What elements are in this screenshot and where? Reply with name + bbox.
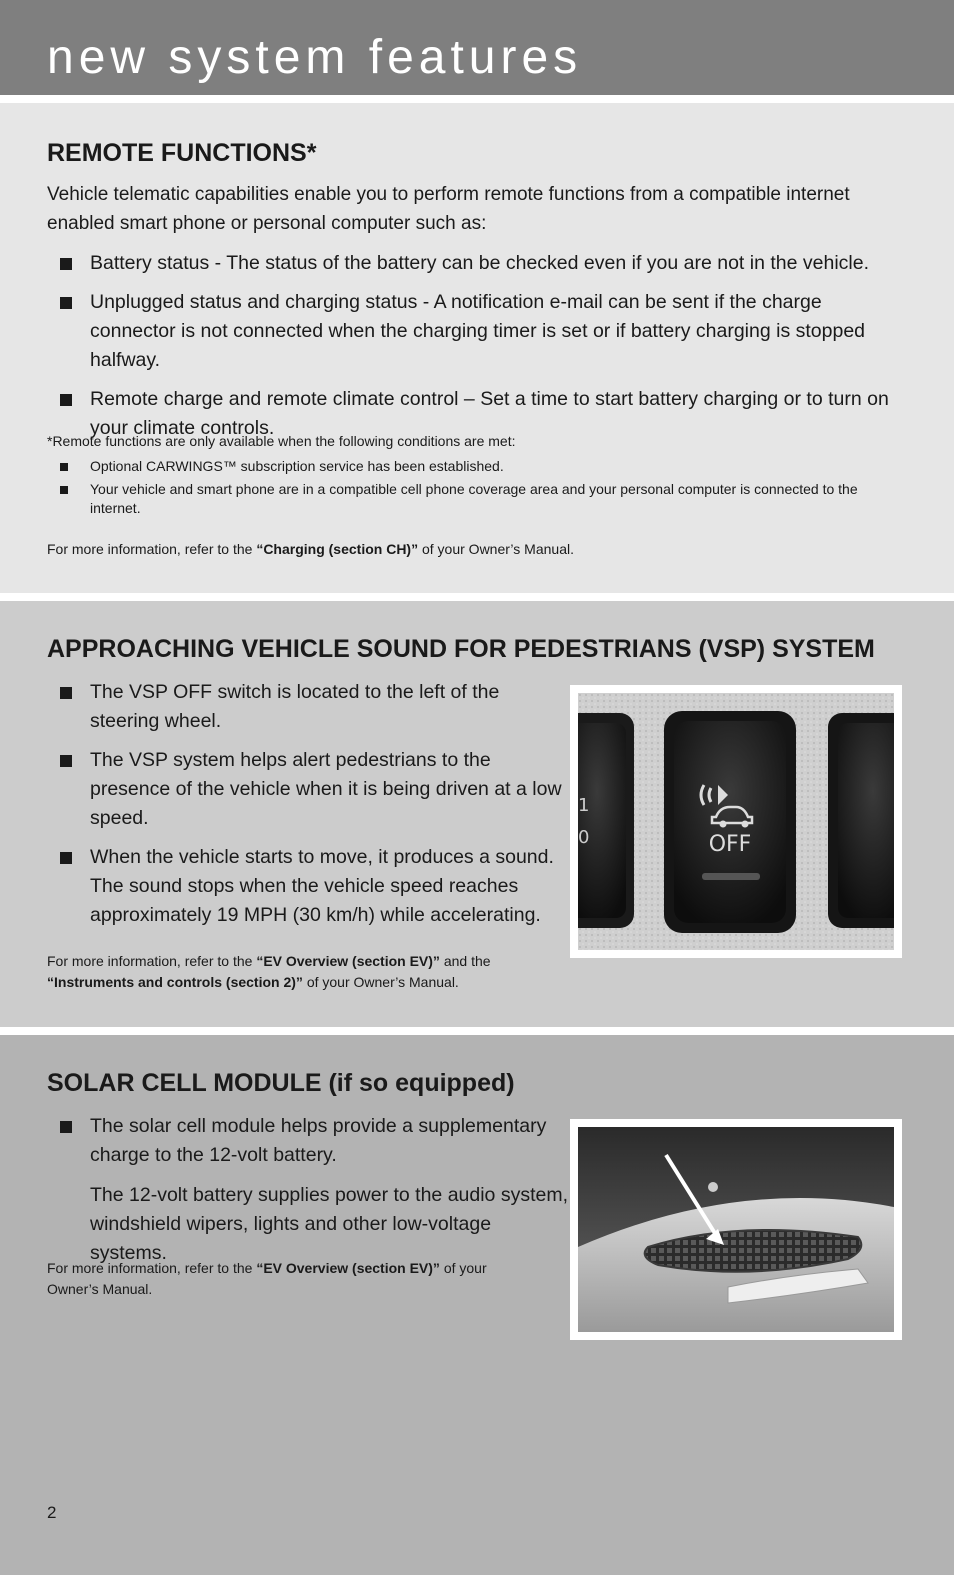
bullet-square-icon (60, 463, 68, 471)
solar-cell-image (578, 1127, 894, 1332)
bullet-square-icon (60, 258, 72, 270)
solar-bullet-list (60, 1112, 570, 1180)
list-item: The VSP OFF switch is located to the left of the steering wheel. (60, 678, 570, 736)
list-item: Battery status - The status of the battery can be checked even if you are not in the vehicle. (60, 249, 910, 278)
page-title: new system features (47, 31, 583, 84)
vsp-more-info: For more information, refer to the “EV Overview (section EV)” and the “Instruments and controls (section 2)” of your Owner’s Manual. (47, 953, 491, 990)
bullet-square-icon (60, 1121, 72, 1133)
remote-more-info: For more information, refer to the “Charging (section CH)” of your Owner’s Manual. (47, 541, 574, 557)
solar-title: SOLAR CELL MODULE (if so equipped) (47, 1069, 515, 1097)
page-header (0, 0, 954, 95)
vsp-switch-image (578, 693, 894, 950)
solar-paragraph: The 12-volt battery supplies power to the audio system, windshield wipers, lights and other low-voltage systems. (90, 1184, 568, 1264)
list-item: Remote charge and remote climate control – Set a time to start battery charging or to turn on your climate controls. (60, 385, 910, 443)
remote-footnote: *Remote functions are only available when the following conditions are met: (47, 433, 516, 449)
bullet-square-icon (60, 687, 72, 699)
list-item: When the vehicle starts to move, it produces a sound. The sound stops when the vehicle speed reaches approximately 19 MPH (30 km/h) while accelerating. (60, 843, 570, 930)
list-item: Unplugged status and charging status - A notification e-mail can be sent if the charge connector is not connected when the charging timer is set or if battery charging is stopped halfway. (60, 288, 910, 375)
bullet-square-icon (60, 755, 72, 767)
conditions-list (60, 457, 910, 522)
remote-intro: Vehicle telematic capabilities enable you to perform remote functions from a compatible internet enabled smart phone or personal computer such as: (47, 184, 850, 234)
svg-text:0: 0 (578, 827, 590, 848)
remote-functions-title: REMOTE FUNCTIONS* (47, 139, 317, 167)
solar-cell-section (0, 1035, 954, 1575)
vsp-switch-photo (570, 685, 902, 958)
vsp-title: APPROACHING VEHICLE SOUND FOR PEDESTRIANS (VSP) SYSTEM (47, 635, 875, 663)
bullet-square-icon (60, 852, 72, 864)
solar-more-info: For more information, refer to the “EV Overview (section EV)” of your Owner’s Manual. (47, 1260, 487, 1297)
vsp-bullet-list (60, 678, 570, 940)
list-item: Optional CARWINGS™ subscription service has been established. (60, 457, 910, 476)
solar-cell-photo (570, 1119, 902, 1340)
bullet-square-icon (60, 394, 72, 406)
remote-functions-section (0, 103, 954, 593)
svg-text:1: 1 (578, 795, 590, 816)
list-item: Your vehicle and smart phone are in a compatible cell phone coverage area and your personal computer is connected to the internet. (60, 480, 910, 518)
list-item: The VSP system helps alert pedestrians to the presence of the vehicle when it is being driven at a low speed. (60, 746, 570, 833)
vsp-section (0, 601, 954, 1027)
bullet-square-icon (60, 486, 68, 494)
off-label: OFF (708, 832, 752, 857)
page-number: 2 (47, 1503, 57, 1522)
bullet-square-icon (60, 297, 72, 309)
list-item: The solar cell module helps provide a supplementary charge to the 12-volt battery. (60, 1112, 570, 1170)
remote-bullet-list (60, 249, 910, 453)
